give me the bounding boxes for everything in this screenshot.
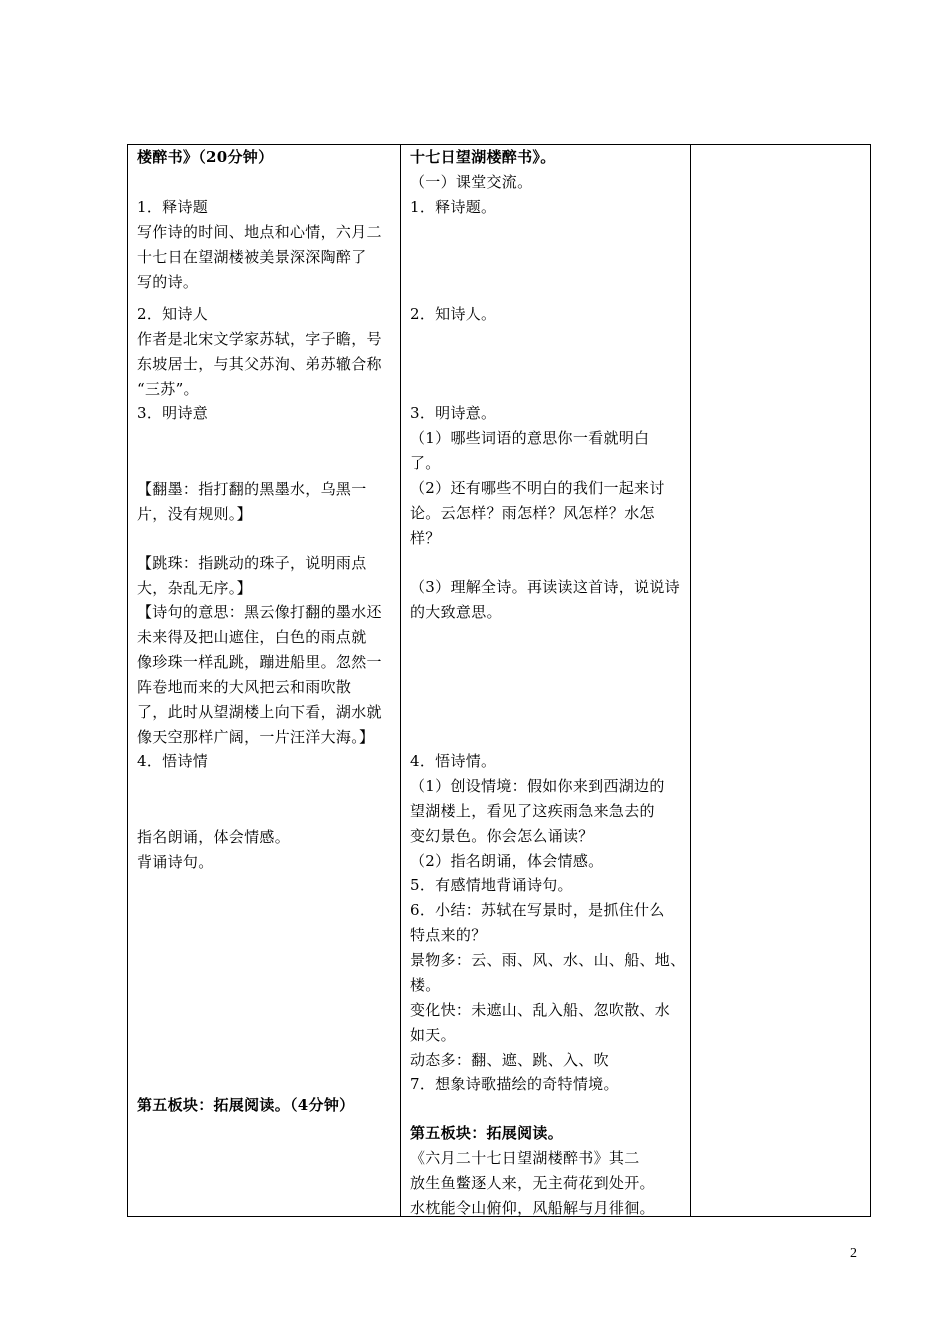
- text-line: 2．知诗人: [137, 305, 209, 323]
- text-line: 未来得及把山遮住，白色的雨点就: [137, 628, 367, 646]
- table-row: [128, 145, 871, 1217]
- text-line: （1）创设情境：假如你来到西湖边的: [410, 777, 665, 795]
- teaching-content-cell: [128, 145, 401, 1217]
- text-line: 特点来的？: [410, 926, 487, 944]
- text-line: 6．小结：苏轼在写景时，是抓住什么: [410, 901, 665, 919]
- text-line: 动态多：翻、遮、跳、入、吹: [410, 1051, 609, 1069]
- text-line: 4．悟诗情: [137, 752, 209, 770]
- text-line: 1．释诗题。: [410, 198, 497, 216]
- text-line: 7．想象诗歌描绘的奇特情境。: [410, 1075, 619, 1093]
- text-line: 水枕能令山俯仰，风船解与月徘徊。: [410, 1199, 655, 1217]
- text-line: 东坡居士，与其父苏洵、弟苏辙合称: [137, 355, 382, 373]
- text-line: 【跳珠：指跳动的珠子，说明雨点: [137, 554, 367, 572]
- text-line: 望湖楼上，看见了这疾雨急来急去的: [410, 802, 655, 820]
- text-line: 阵卷地而来的大风把云和雨吹散: [137, 678, 352, 696]
- text-line: “三苏”。: [137, 380, 199, 398]
- text-line: 《六月二十七日望湖楼醉书》其二: [410, 1149, 640, 1167]
- text-line: 了。: [410, 454, 441, 472]
- text-line: 写作诗的时间、地点和心情，六月二: [137, 223, 382, 241]
- text-line: （3）理解全诗。再读读这首诗，说说诗: [410, 578, 680, 596]
- text-line: 样？: [410, 529, 441, 547]
- text-line: 1．释诗题: [137, 198, 209, 216]
- text-line: 5．有感情地背诵诗句。: [410, 876, 573, 894]
- text-line: 写的诗。: [137, 273, 199, 291]
- text-line: 的大致意思。: [410, 603, 502, 621]
- text-line: 楼。: [410, 976, 441, 994]
- text-line: 【翻墨：指打翻的黑墨水，乌黑一: [137, 480, 367, 498]
- text-line: （2）指名朗诵，体会情感。: [410, 852, 604, 870]
- text-line: 背诵诗句。: [137, 853, 214, 871]
- section-heading: 楼醉书》（20分钟）: [137, 148, 274, 166]
- text-line: 论。云怎样？雨怎样？风怎样？水怎: [410, 504, 655, 522]
- text-line: 片，没有规则。】: [137, 505, 252, 523]
- text-line: 变化快：未遮山、乱入船、忽吹散、水: [410, 1001, 671, 1019]
- text-line: 像珍珠一样乱跳，蹦进船里。忽然一: [137, 653, 382, 671]
- text-line: 【诗句的意思：黑云像打翻的墨水还: [137, 603, 382, 621]
- text-line: 大，杂乱无序。】: [137, 579, 252, 597]
- text-line: 十七日在望湖楼被美景深深陶醉了: [137, 248, 367, 266]
- section-heading: 第五板块：拓展阅读。（4分钟）: [137, 1096, 355, 1114]
- text-line: 变幻景色。你会怎么诵读？: [410, 827, 594, 845]
- text-line: 景物多：云、雨、风、水、山、船、地、: [410, 951, 686, 969]
- text-line: 3．明诗意: [137, 404, 209, 422]
- text-line: （1）哪些词语的意思你一看就明白: [410, 429, 650, 447]
- text-line: 3．明诗意。: [410, 404, 497, 422]
- text-line: 放生鱼鳖逐人来，无主荷花到处开。: [410, 1174, 655, 1192]
- text-line: 指名朗诵，体会情感。: [137, 828, 291, 846]
- section-heading: 第五板块：拓展阅读。: [410, 1124, 564, 1142]
- text-line: 4．悟诗情。: [410, 752, 497, 770]
- text-line: （2）还有哪些不明白的我们一起来讨: [410, 479, 665, 497]
- teaching-process-cell: [401, 145, 691, 1217]
- text-line: 作者是北宋文学家苏轼，字子瞻，号: [137, 330, 382, 348]
- text-line: 2．知诗人。: [410, 305, 497, 323]
- text-line: 像天空那样广阔，一片汪洋大海。】: [137, 728, 375, 746]
- notes-cell: [691, 145, 871, 1217]
- lesson-plan-table: [127, 144, 871, 1217]
- text-line: （一）课堂交流。: [410, 173, 533, 191]
- text-line: 如天。: [410, 1026, 456, 1044]
- section-heading: 十七日望湖楼醉书》。: [410, 148, 556, 166]
- page-number: 2: [850, 1246, 857, 1261]
- text-line: 了，此时从望湖楼上向下看，湖水就: [137, 703, 382, 721]
